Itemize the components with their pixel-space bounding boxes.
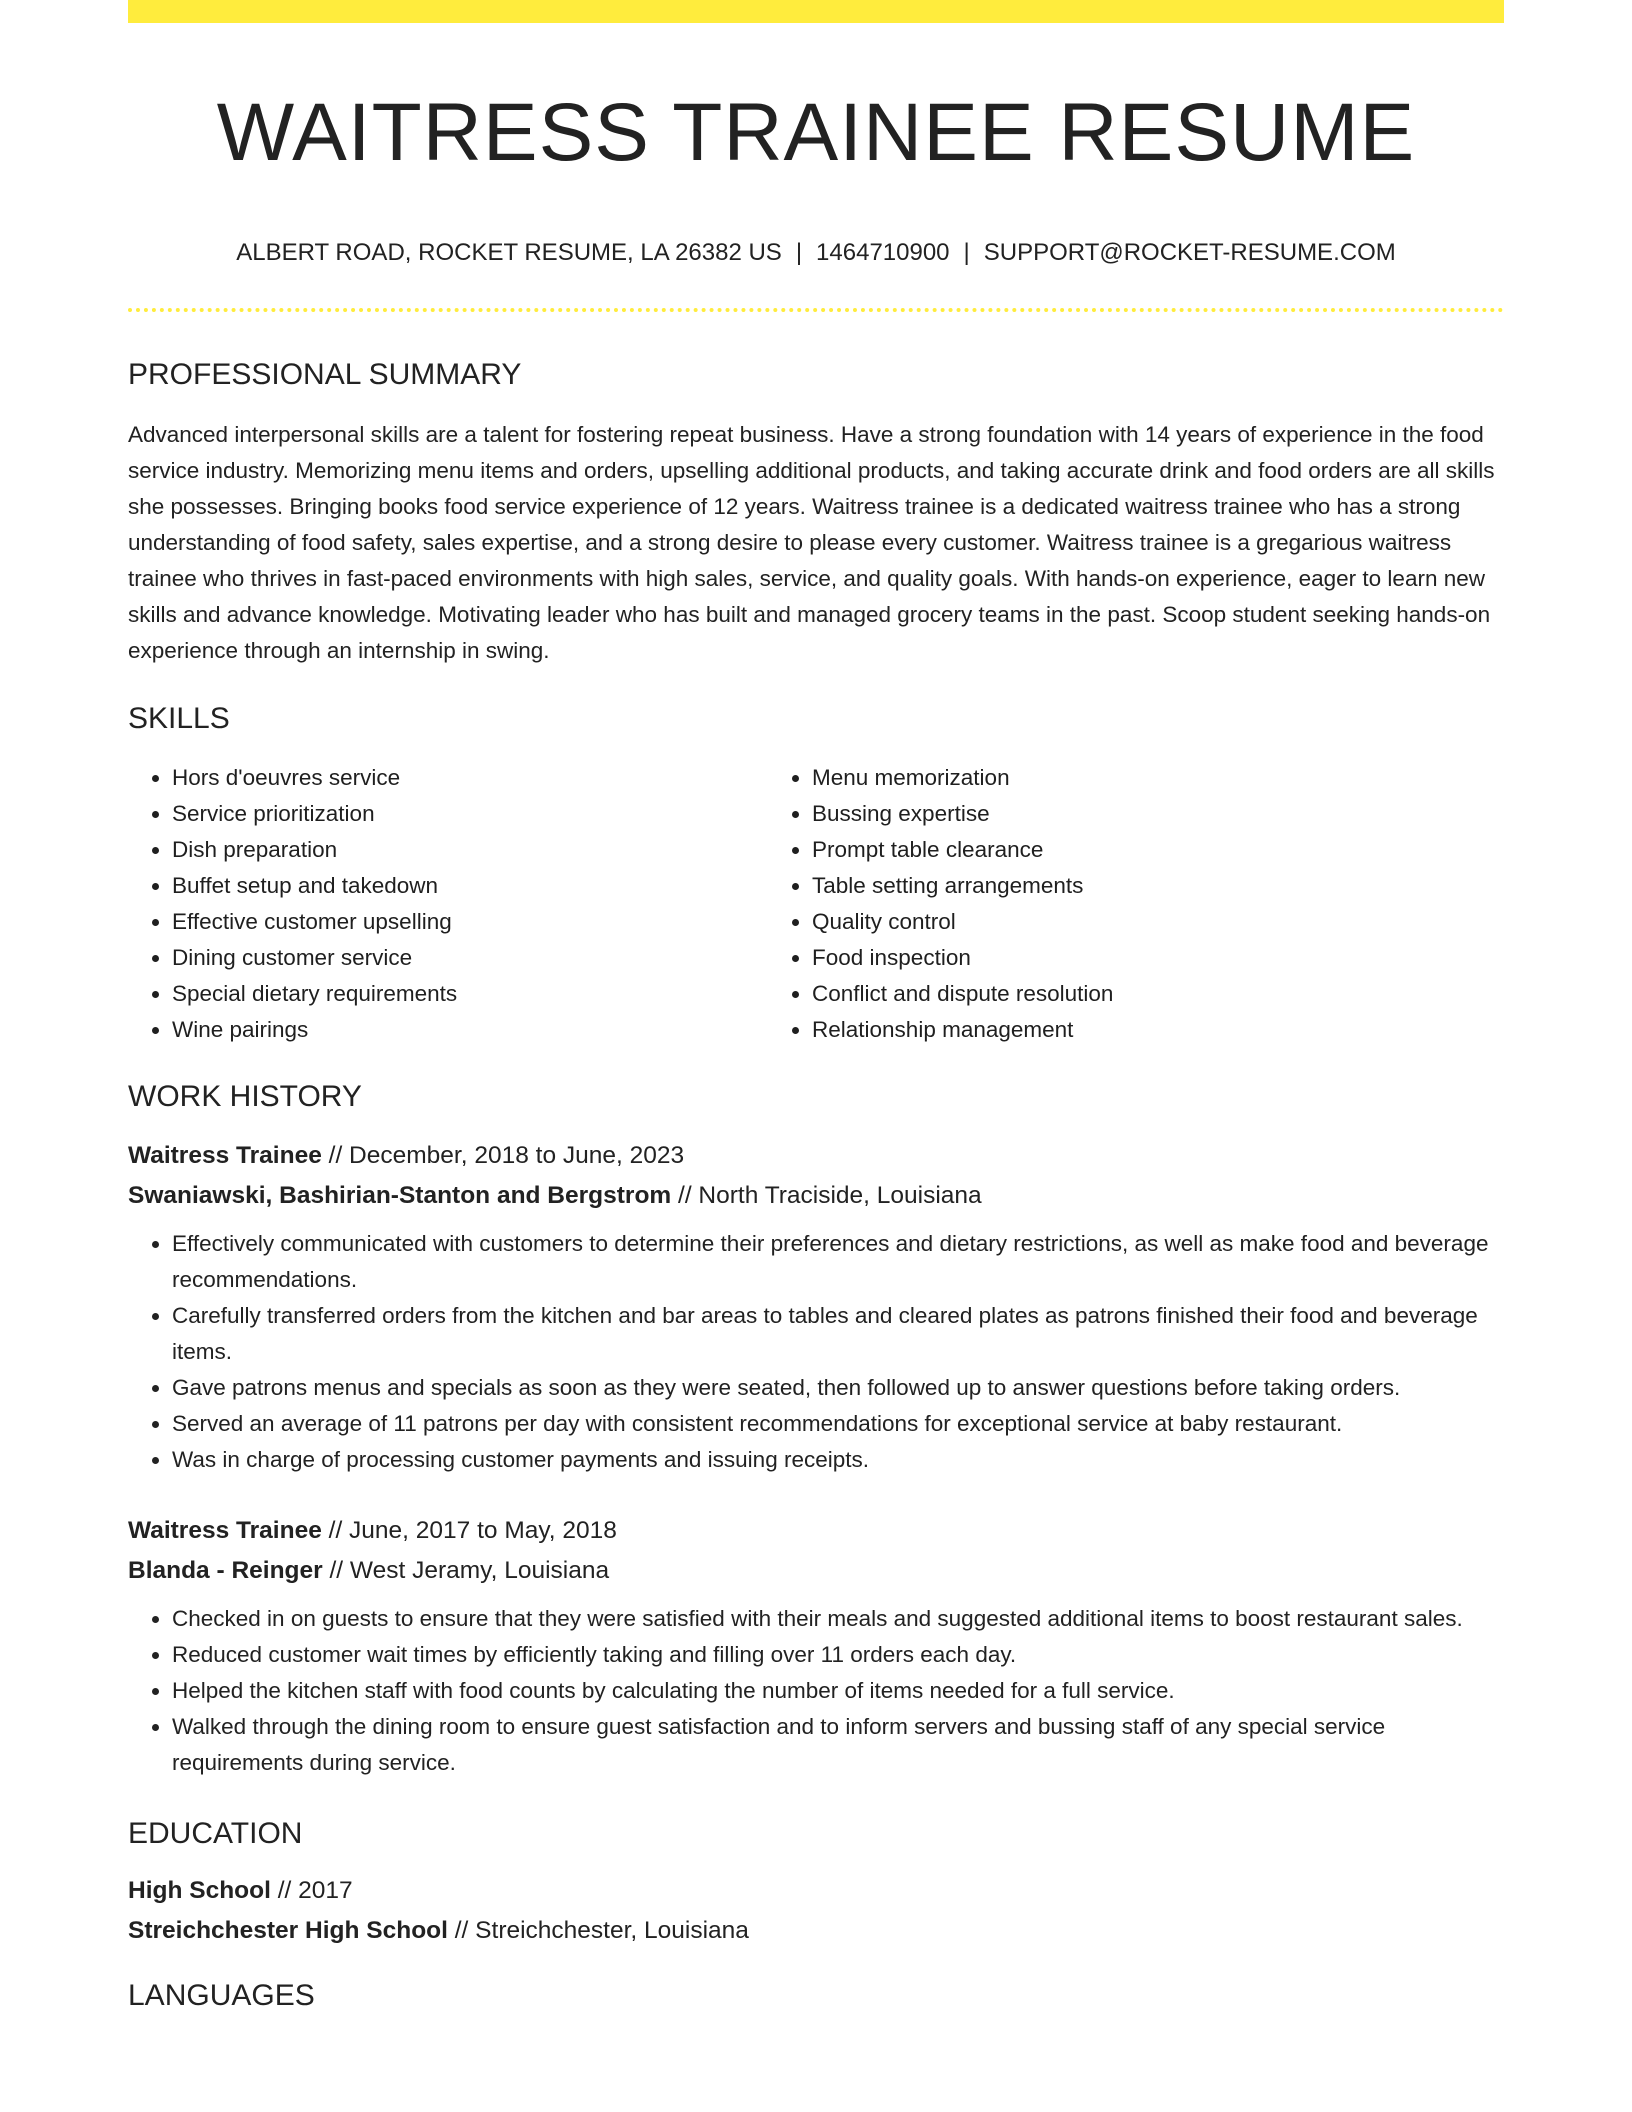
job-bullet: • Reduced customer wait times by efficiently taking and filling over 11 orders each day. bbox=[172, 1637, 1504, 1673]
education-location: // Streichchester, Louisiana bbox=[447, 1917, 749, 1945]
accent-bar bbox=[128, 0, 1504, 23]
skill-item: • Wine pairings bbox=[172, 1012, 762, 1048]
skill-item: • Quality control bbox=[812, 904, 1504, 940]
resume-content bbox=[128, 23, 1504, 2014]
job-company: Swaniawski, Bashirian-Stanton and Bergstrom bbox=[128, 1182, 672, 1210]
skill-item: • Relationship management bbox=[812, 1012, 1504, 1048]
education-school: Streichchester High School bbox=[128, 1917, 448, 1945]
job-bullet: • Walked through the dining room to ensure guest satisfaction and to inform servers and bussing staff of any special service requirements during service. bbox=[172, 1709, 1504, 1781]
job-bullet: • Gave patrons menus and specials as soon as they were seated, then followed up to answer questions before taking orders. bbox=[172, 1370, 1504, 1406]
skill-item: • Prompt table clearance bbox=[812, 832, 1504, 868]
contact-separator: | bbox=[795, 239, 803, 267]
education-school-line bbox=[128, 1911, 1504, 1951]
job-title-line bbox=[128, 1511, 1504, 1551]
education-degree-line bbox=[128, 1871, 1504, 1911]
job-location: // West Jeramy, Louisiana bbox=[322, 1557, 610, 1585]
job-bullets bbox=[128, 1601, 1504, 1781]
skills-list-right bbox=[762, 760, 1504, 1048]
education-heading: EDUCATION bbox=[128, 1817, 303, 1851]
contact-line bbox=[128, 239, 1504, 268]
contact-separator: | bbox=[963, 239, 970, 267]
contact-address: ALBERT ROAD, ROCKET RESUME, LA 26382 US bbox=[236, 239, 782, 267]
languages-heading: LANGUAGES bbox=[128, 1979, 315, 2013]
skill-item: • Bussing expertise bbox=[812, 796, 1504, 832]
job-dates: // December, 2018 to June, 2023 bbox=[321, 1142, 685, 1170]
skill-item: • Dish preparation bbox=[172, 832, 762, 868]
summary-text: Advanced interpersonal skills are a talent for fostering repeat business. Have a strong foundation with 14 years of experience in the food service industry. Memorizing menu items and orders, upselling additional products, and taking accurate drink and food orders are all skills she possesses. Bringing books food service experience of 12 years. Waitress trainee is a dedicated waitress trainee who has a strong understanding of food safety, sales expertise, and a strong desire to please every customer. Waitress trainee is a gregarious waitress trainee who thrives in fast-paced environments with high sales, service, and quality goals. With hands-on experience, eager to learn new skills and advance knowledge. Motivating leader who has built and managed grocery teams in the past. Scoop student seeking hands-on experience through an internship in swing. bbox=[128, 422, 1495, 664]
skill-item: • Conflict and dispute resolution bbox=[812, 976, 1504, 1012]
job-bullets bbox=[128, 1226, 1504, 1478]
job-company: Blanda - Reinger bbox=[128, 1557, 323, 1585]
skill-item: • Service prioritization bbox=[172, 796, 762, 832]
job-bullet: • Effectively communicated with customers to determine their preferences and dietary restrictions, as well as make food and beverage recommendations. bbox=[172, 1226, 1504, 1298]
work-history-heading: WORK HISTORY bbox=[128, 1080, 362, 1114]
skill-item: • Menu memorization bbox=[812, 760, 1504, 796]
job-title: Waitress Trainee bbox=[128, 1142, 322, 1170]
summary-heading: PROFESSIONAL SUMMARY bbox=[128, 358, 522, 392]
skill-item: • Table setting arrangements bbox=[812, 868, 1504, 904]
job-location: // North Traciside, Louisiana bbox=[671, 1182, 982, 1210]
skill-item: • Effective customer upselling bbox=[172, 904, 762, 940]
dotted-divider bbox=[128, 308, 1504, 312]
job-company-line bbox=[128, 1551, 1504, 1591]
skill-item: • Special dietary requirements bbox=[172, 976, 762, 1012]
skills-columns bbox=[128, 760, 1504, 1048]
education-year: // 2017 bbox=[270, 1877, 353, 1905]
job-bullet: • Helped the kitchen staff with food counts by calculating the number of items needed for a full service. bbox=[172, 1673, 1504, 1709]
job-company-line bbox=[128, 1176, 1504, 1216]
skill-item: • Buffet setup and takedown bbox=[172, 868, 762, 904]
skill-item: • Hors d'oeuvres service bbox=[172, 760, 762, 796]
skill-item: • Food inspection bbox=[812, 940, 1504, 976]
job-bullet: • Was in charge of processing customer payments and issuing receipts. bbox=[172, 1442, 1504, 1478]
skills-list-left bbox=[128, 760, 762, 1048]
skills-heading: SKILLS bbox=[128, 702, 230, 736]
resume-title: WAITRESS TRAINEE RESUME bbox=[216, 87, 1416, 178]
contact-phone: 1464710900 bbox=[816, 239, 950, 267]
job-bullet: • Checked in on guests to ensure that they were satisfied with their meals and suggested additional items to boost restaurant sales. bbox=[172, 1601, 1504, 1637]
job-bullet: • Carefully transferred orders from the kitchen and bar areas to tables and cleared plates as patrons finished their food and beverage items. bbox=[172, 1298, 1504, 1370]
job-dates: // June, 2017 to May, 2018 bbox=[321, 1517, 617, 1545]
skill-item: • Dining customer service bbox=[172, 940, 762, 976]
job-bullet: • Served an average of 11 patrons per day with consistent recommendations for exceptional service at baby restaurant. bbox=[172, 1406, 1504, 1442]
education-degree: High School bbox=[128, 1877, 271, 1905]
job-title: Waitress Trainee bbox=[128, 1517, 322, 1545]
contact-email: SUPPORT@ROCKET-RESUME.COM bbox=[983, 239, 1396, 267]
job-title-line bbox=[128, 1136, 1504, 1176]
